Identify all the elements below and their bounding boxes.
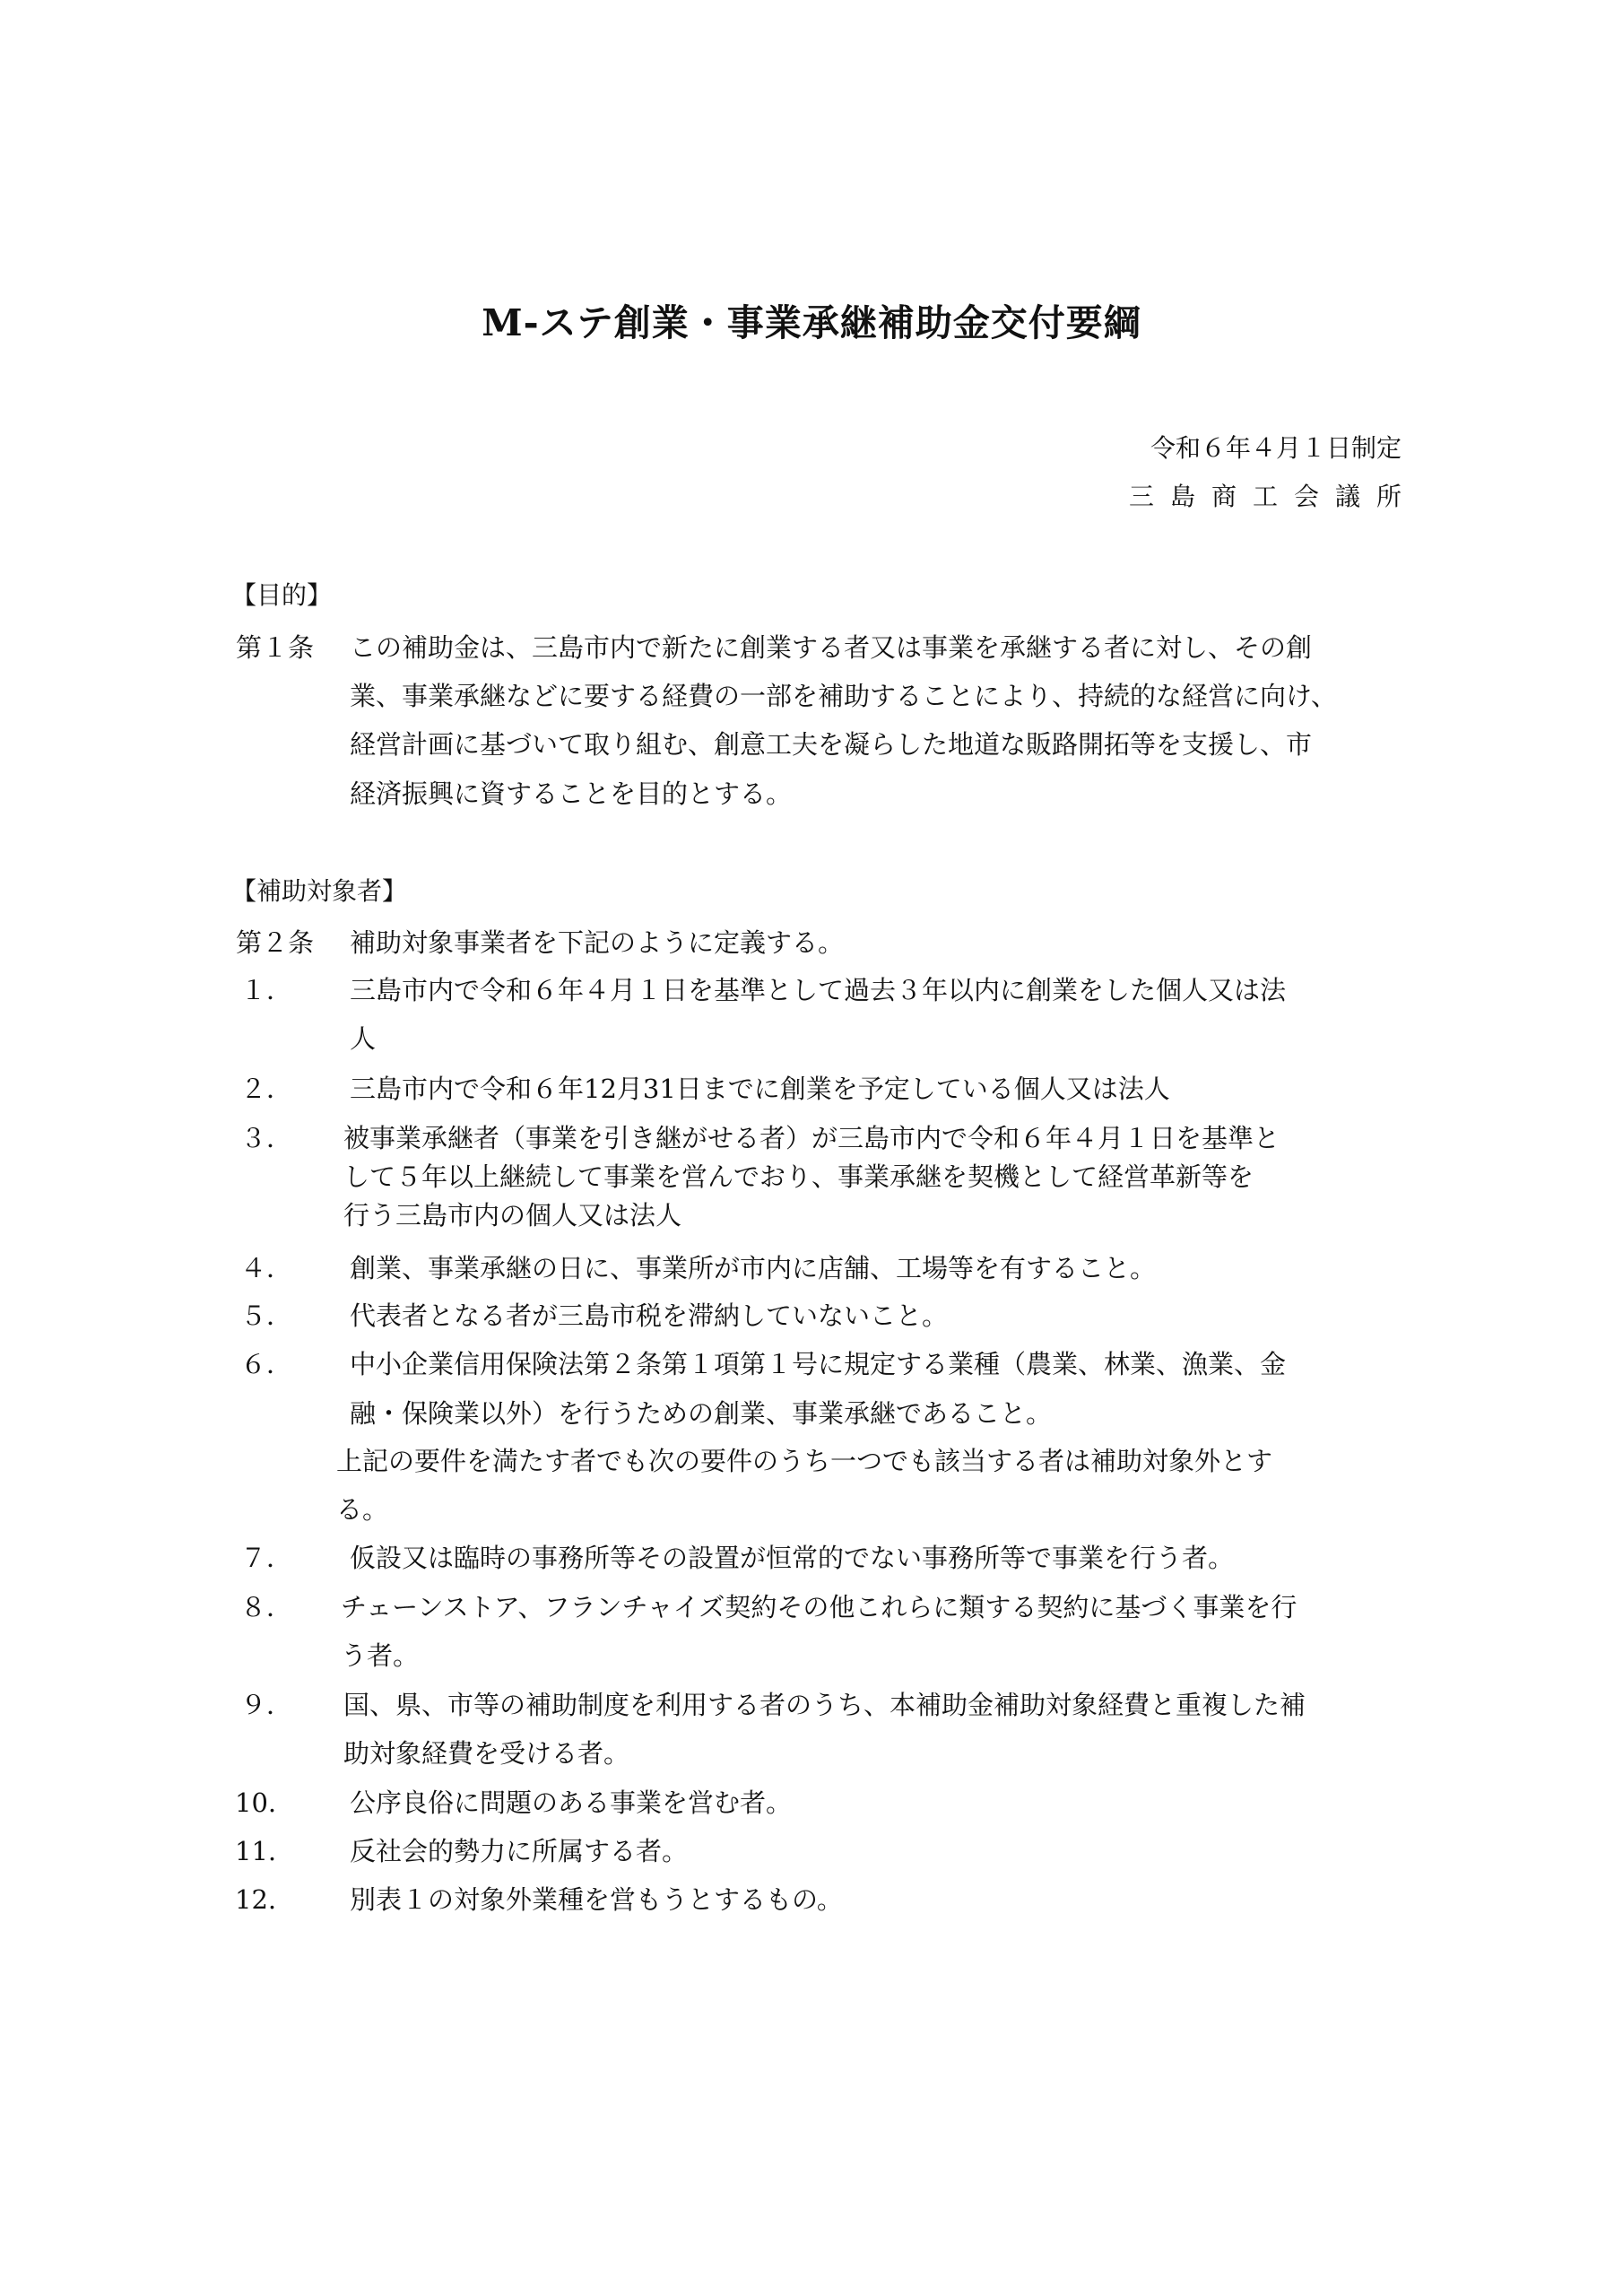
section-heading-purpose: 【目的】 <box>231 580 333 610</box>
article-label-2: 第２条 <box>236 927 315 958</box>
item-number: １． <box>240 975 293 1005</box>
item-text: して５年以上継続して事業を営んでおり、事業承継を契機として経営革新等を <box>343 1161 1254 1192</box>
item-text: 代表者となる者が三島市税を滞納していないこと。 <box>350 1300 949 1331</box>
item-text: 仮設又は臨時の事務所等その設置が恒常的でない事務所等で事業を行う者。 <box>350 1543 1235 1573</box>
item-number: ７． <box>240 1543 293 1573</box>
item-text: う者。 <box>341 1640 420 1671</box>
item-text: 国、県、市等の補助制度を利用する者のうち、本補助金補助対象経費と重複した補 <box>343 1690 1306 1720</box>
item-text: 別表１の対象外業種を営もうとするもの。 <box>350 1884 843 1915</box>
item-text: 創業、事業承継の日に、事業所が市内に店舗、工場等を有すること。 <box>350 1253 1157 1283</box>
item-number: ８． <box>240 1592 293 1622</box>
item-text: 中小企業信用保険法第２条第１項第１号に規定する業種（農業、林業、漁業、金 <box>350 1349 1287 1379</box>
item-number: ３． <box>240 1123 293 1153</box>
document-title: M-ステ創業・事業承継補助金交付要綱 <box>482 301 1141 344</box>
article-label-1: 第１条 <box>236 632 315 663</box>
item-text: 三島市内で令和６年４月１日を基準として過去３年以内に創業をした個人又は法 <box>350 975 1287 1005</box>
item-text: 被事業承継者（事業を引き継がせる者）が三島市内で令和６年４月１日を基準と <box>343 1123 1280 1153</box>
item-number: ６． <box>240 1349 293 1379</box>
article-1-line: 経営計画に基づいて取り組む、創意工夫を凝らした地道な販路開拓等を支援し、市 <box>350 729 1313 760</box>
article-1-line: 経済振興に資することを目的とする。 <box>350 778 793 809</box>
exclusion-note: 上記の要件を満たす者でも次の要件のうち一つでも該当する者は補助対象外とす <box>336 1446 1273 1476</box>
article-2-intro: 補助対象事業者を下記のように定義する。 <box>350 927 845 958</box>
organization-name: 三島商工会議所 <box>1128 482 1418 511</box>
exclusion-note: る。 <box>336 1494 389 1525</box>
item-text: 反社会的勢力に所属する者。 <box>350 1836 689 1866</box>
item-number: 10. <box>235 1787 277 1818</box>
item-text: チェーンストア、フランチャイズ契約その他これらに類する契約に基づく事業を行 <box>341 1592 1298 1622</box>
item-text: 融・保険業以外）を行うための創業、事業承継であること。 <box>350 1398 1053 1429</box>
item-number: ２． <box>240 1074 293 1104</box>
enactment-date: 令和６年４月１日制定 <box>1150 433 1402 463</box>
item-number: ４． <box>240 1253 293 1283</box>
item-number: ９． <box>240 1690 293 1720</box>
item-number: 11. <box>235 1836 277 1866</box>
item-number: 12. <box>235 1884 277 1915</box>
item-text: 三島市内で令和６年12月31日までに創業を予定している個人又は法人 <box>350 1074 1170 1104</box>
section-heading-eligible: 【補助対象者】 <box>231 876 408 906</box>
article-1-line: 業、事業承継などに要する経費の一部を補助することにより、持続的な経営に向け、 <box>350 681 1337 711</box>
item-text: 人 <box>350 1023 377 1054</box>
item-text: 行う三島市内の個人又は法人 <box>343 1200 682 1231</box>
article-1-line: この補助金は、三島市内で新たに創業する者又は事業を承継する者に対し、その創 <box>350 632 1313 663</box>
item-text: 公序良俗に問題のある事業を営む者。 <box>350 1787 793 1818</box>
item-number: ５． <box>240 1300 293 1331</box>
item-text: 助対象経費を受ける者。 <box>343 1738 630 1769</box>
